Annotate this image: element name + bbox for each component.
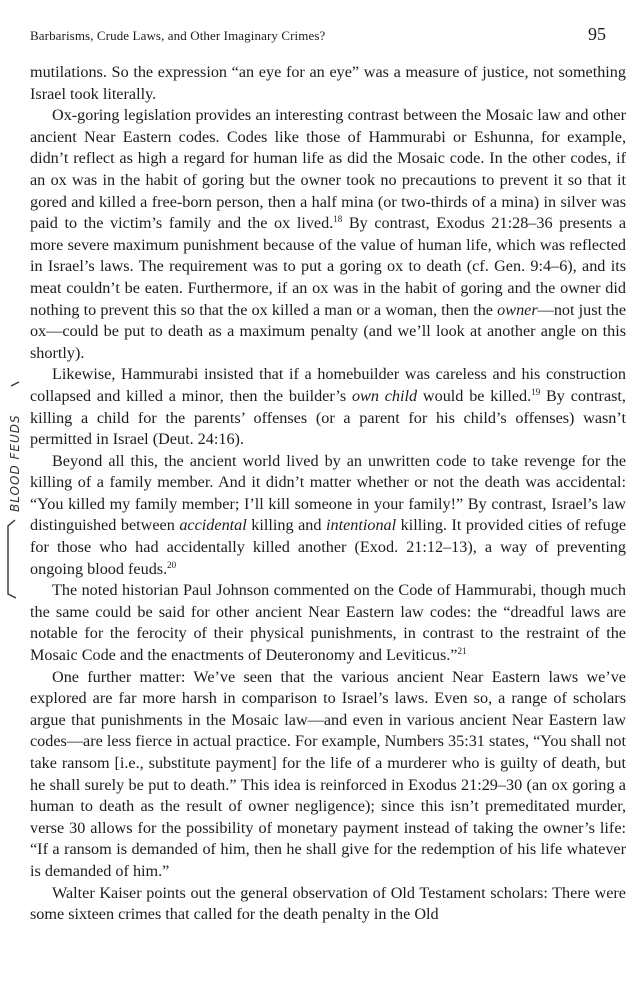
paragraph-text: Likewise, Hammurabi insisted that if a homebuilder was careless and his construction collapsed and killed a minor, then the builder’s [30,365,626,405]
emphasized-text: own child [351,386,418,405]
emphasized-text: accidental [179,516,247,535]
emphasized-text: intentional [325,516,397,535]
footnote-marker: 18 [333,214,343,225]
paragraph [30,364,626,450]
paragraph-text: would be killed. [417,386,532,405]
emphasized-text: owner [497,300,538,319]
paragraph [30,105,626,364]
paragraph-text: Beyond all this, the ancient world lived by an unwritten code to take revenge for the killing of a family member. And it didn’t matter whether or not the death was accidental: “You killed my family member; I’ll kill someone in your family!” By contrast, Israel’s law distinguished between [30,451,626,535]
paragraph [30,883,626,926]
paragraph-text: —not just the ox—could be put to death as a maximum penalty (and we’ll look at another angle on this shortly). [30,300,627,362]
margin-bracket-drawing [2,380,28,602]
paragraph [30,451,626,581]
page-number: 95 [588,24,606,44]
footnote-marker: 20 [167,559,177,570]
paragraph-text: killing and [246,516,326,535]
footnote-marker: 19 [531,386,541,397]
paragraph-text: Walter Kaiser points out the general observation of Old Testament scholars: There were some sixteen crimes that called for the death penalty in the Old [30,883,626,924]
handwritten-margin-note [2,380,28,602]
paragraph-text: mutilations. So the expression “an eye for an eye” was a measure of justice, not something Israel took literally. [30,63,626,103]
body-text [30,62,626,926]
paragraph-text: By contrast, Exodus 21:28–36 presents a more severe maximum punishment because of the value of human life, which was reflected in Israel’s laws. The requirement was to put a goring ox to death (cf. Gen. 9:4–6), and its meat couldn’t be eaten. Furthermore, if an ox was in the habit of goring and the owner did nothing to prevent this so that the ox killed a man or a woman, then the [30,214,627,319]
page-header [30,24,606,45]
paragraph-text: The noted historian Paul Johnson commented on the Code of Hammurabi, though much the same could be said for other ancient Near Eastern law codes: the “dreadful laws are notable for the ferocity of their physical punishments, in contrast to the restraint of the Mosaic Code and the enactments of Deuteronomy and Leviticus.” [30,581,626,665]
paragraph-text: One further matter: We’ve seen that the various ancient Near Eastern laws we’ve explored are far more harsh in comparison to Israel’s laws. Even so, a range of scholars argue that punishments in the Mosaic law—and even in various ancient Near Eastern law codes—are less fierce in actual practice. For example, Numbers 35:31 states, “You shall not take ransom [i.e., substitute payment] for the life of a murderer who is guilty of death, but he shall surely be put to death.” This idea is reinforced in Exodus 21:29–30 (an ox goring a human to death as the result of owner negligence); since this isn’t premeditated murder, verse 30 allows for the possibility of monetary payment instead of taking the owner’s life: “If a ransom is demanded of him, then he shall give for the redemption of his life whatever is demanded of him.” [30,667,626,880]
running-head: Barbarisms, Crude Laws, and Other Imaginary Crimes? [30,28,326,43]
paragraph [30,667,626,883]
paragraph-text: Ox-goring legislation provides an interesting contrast between the Mosaic law and other ancient Near Eastern codes. Codes like those of Hammurabi or Eshunna, for example, didn’t reflect as high a regard for human life as did the Mosaic code. In the other codes, if an ox was in the habit of goring but the owner took no precautions to prevent it so that it gored and killed a free-born person, then a half mina (or two-thirds of a mina) in silver was paid to the victim’s family and the ox lived. [30,106,626,233]
paragraph [30,62,626,105]
paragraph-text: killing. It provided cities of refuge for those who had accidentally killed another (Exod. 21:12–13), a way of preventing ongoing blood feuds. [30,516,627,578]
handwritten-note-text: BLOOD FEUDS [8,414,22,512]
paragraph [30,580,626,666]
footnote-marker: 21 [457,646,467,657]
paragraph-text: By contrast, killing a child for the parents’ offenses (or a parent for his child’s offenses) wasn’t permitted in Israel (Deut. 24:16). [30,386,626,449]
